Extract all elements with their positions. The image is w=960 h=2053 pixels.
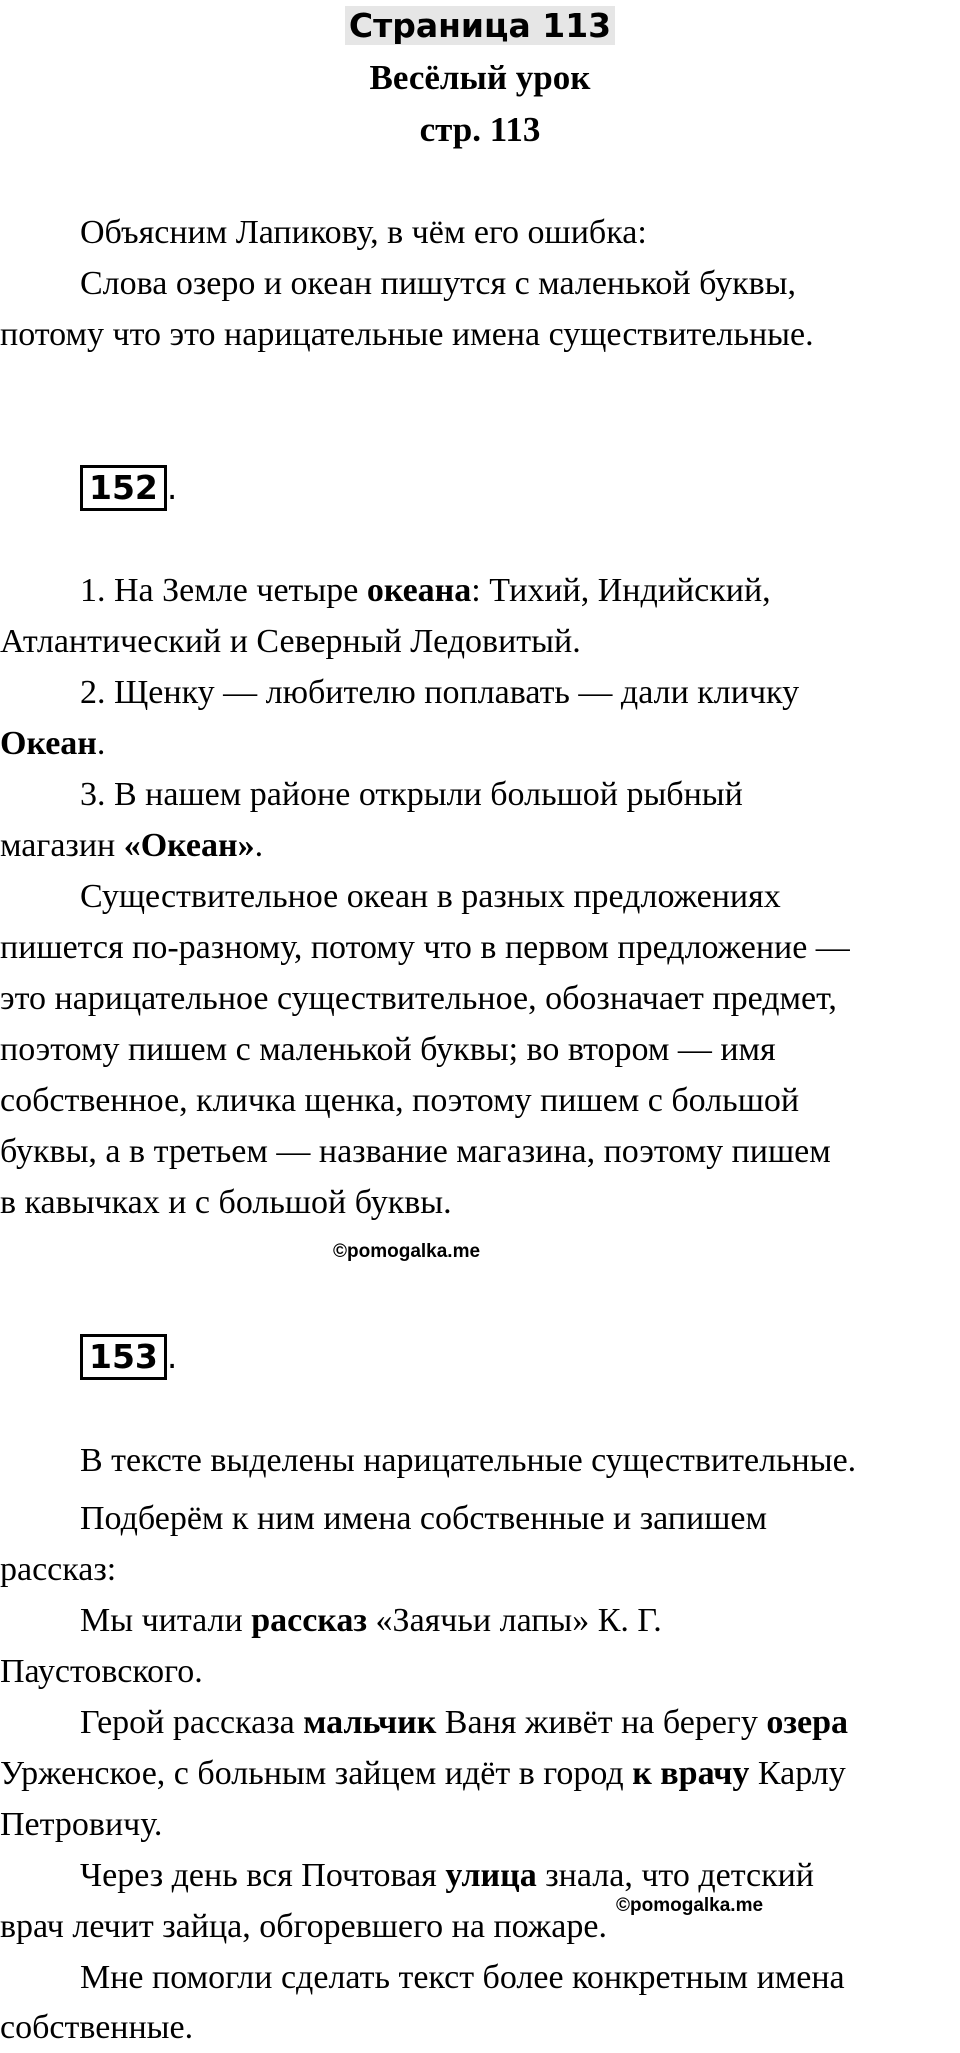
exercise-153-number-box: 153 [80, 1334, 167, 1380]
ex153-l4-bold: рассказ [251, 1602, 368, 1639]
page-label [0, 2, 960, 50]
ex153-line-6 [0, 1697, 960, 1748]
ex153-line-11: Мне помогли сделать текст более конкретным имена [80, 1959, 845, 1996]
ex152-sentence-3-cont [0, 820, 960, 871]
exercise-153-number-dot: . [166, 1337, 178, 1376]
ex153-l4-c: «Заячьи лапы» К. Г. [367, 1602, 662, 1639]
intro-line-1: Объясним Лапикову, в чём его ошибка: [80, 214, 647, 251]
ex153-l9-c: знала, что детский [536, 1857, 814, 1894]
ex153-line-10: врач лечит зайца, обгоревшего на пожаре. [0, 1908, 607, 1945]
ex153-l6-bold-1: мальчик [303, 1704, 437, 1741]
exercise-152-number-dot: . [166, 468, 178, 507]
ex152-s1-text-c: : Тихий, Индийский, [471, 572, 771, 609]
intro-line-3: потому что это нарицательные имена существительные. [0, 316, 814, 353]
ex152-explanation-line: Существительное океан в разных предложениях [80, 878, 781, 915]
ex152-sentence-1 [0, 565, 960, 616]
ex153-line-7 [0, 1748, 960, 1799]
ex153-l6-c: Ваня живёт на берегу [436, 1704, 767, 1741]
ex153-line-4 [0, 1595, 960, 1646]
ex153-line-3: рассказ: [0, 1551, 117, 1588]
ex153-line-1: В тексте выделены нарицательные существительные. [80, 1442, 857, 1479]
ex153-l7-bold: к врачу [632, 1755, 750, 1792]
watermark-1: ©pomogalka.me [333, 1241, 481, 1262]
ex153-l7-a: Урженское, с больным зайцем идёт в город [0, 1755, 633, 1792]
ex153-l7-c: Карлу [749, 1755, 846, 1792]
ex153-l9-bold: улица [445, 1857, 537, 1894]
ex152-sentence-2-cont [0, 718, 960, 769]
ex152-s3-dot: . [254, 827, 264, 864]
ex153-line-12: собственные. [0, 2009, 194, 2046]
ex152-sentence-2: 2. Щенку — любителю поплавать — дали кличку [80, 674, 800, 711]
ex152-explanation-line: буквы, а в третьем — название магазина, поэтому пишем [0, 1133, 831, 1170]
watermark-2: ©pomogalka.me [616, 1895, 764, 1916]
ex153-line-2: Подберём к ним имена собственные и запишем [80, 1500, 767, 1537]
ex152-explanation-line: это нарицательное существительное, обозначает предмет, [0, 980, 837, 1017]
ex152-sentence-3: 3. В нашем районе открыли большой рыбный [80, 776, 743, 813]
ex152-s3-text-b: магазин [0, 827, 124, 864]
ex153-l6-bold-2: озера [766, 1704, 849, 1741]
ex152-explanation-line: в кавычках и с большой буквы. [0, 1184, 452, 1221]
page-reference: стр. 113 [419, 110, 541, 149]
ex153-line-8: Петровичу. [0, 1806, 163, 1843]
exercise-152-number-box: 152 [80, 465, 167, 511]
exercise-153-number [80, 1334, 177, 1380]
ex152-s3-bold: «Океан» [123, 827, 255, 864]
exercise-152-number [80, 465, 177, 511]
ex153-l9-a: Через день вся Почтовая [80, 1857, 446, 1894]
page-label-text: Страница 113 [345, 6, 615, 45]
ex153-line-9 [0, 1850, 960, 1901]
ex153-line-5: Паустовского. [0, 1653, 203, 1690]
ex153-l4-a: Мы читали [80, 1602, 252, 1639]
ex152-sentence-1-cont: Атлантический и Северный Ледовитый. [0, 623, 581, 660]
ex152-explanation-line: поэтому пишем с маленькой буквы; во втором — имя [0, 1031, 776, 1068]
ex152-explanation-line: собственное, кличка щенка, поэтому пишем с большой [0, 1082, 800, 1119]
lesson-title: Весёлый урок [369, 58, 591, 97]
ex153-l6-a: Герой рассказа [80, 1704, 304, 1741]
ex152-s2-bold: Океан [0, 725, 97, 762]
ex152-s1-text-a: 1. На Земле четыре [80, 572, 367, 609]
ex152-explanation-line: пишется по-разному, потому что в первом предложение — [0, 929, 850, 966]
ex152-s2-dot: . [96, 725, 106, 762]
intro-line-2: Слова озеро и океан пишутся с маленькой буквы, [80, 265, 797, 302]
ex152-s1-bold: океана [366, 572, 472, 609]
